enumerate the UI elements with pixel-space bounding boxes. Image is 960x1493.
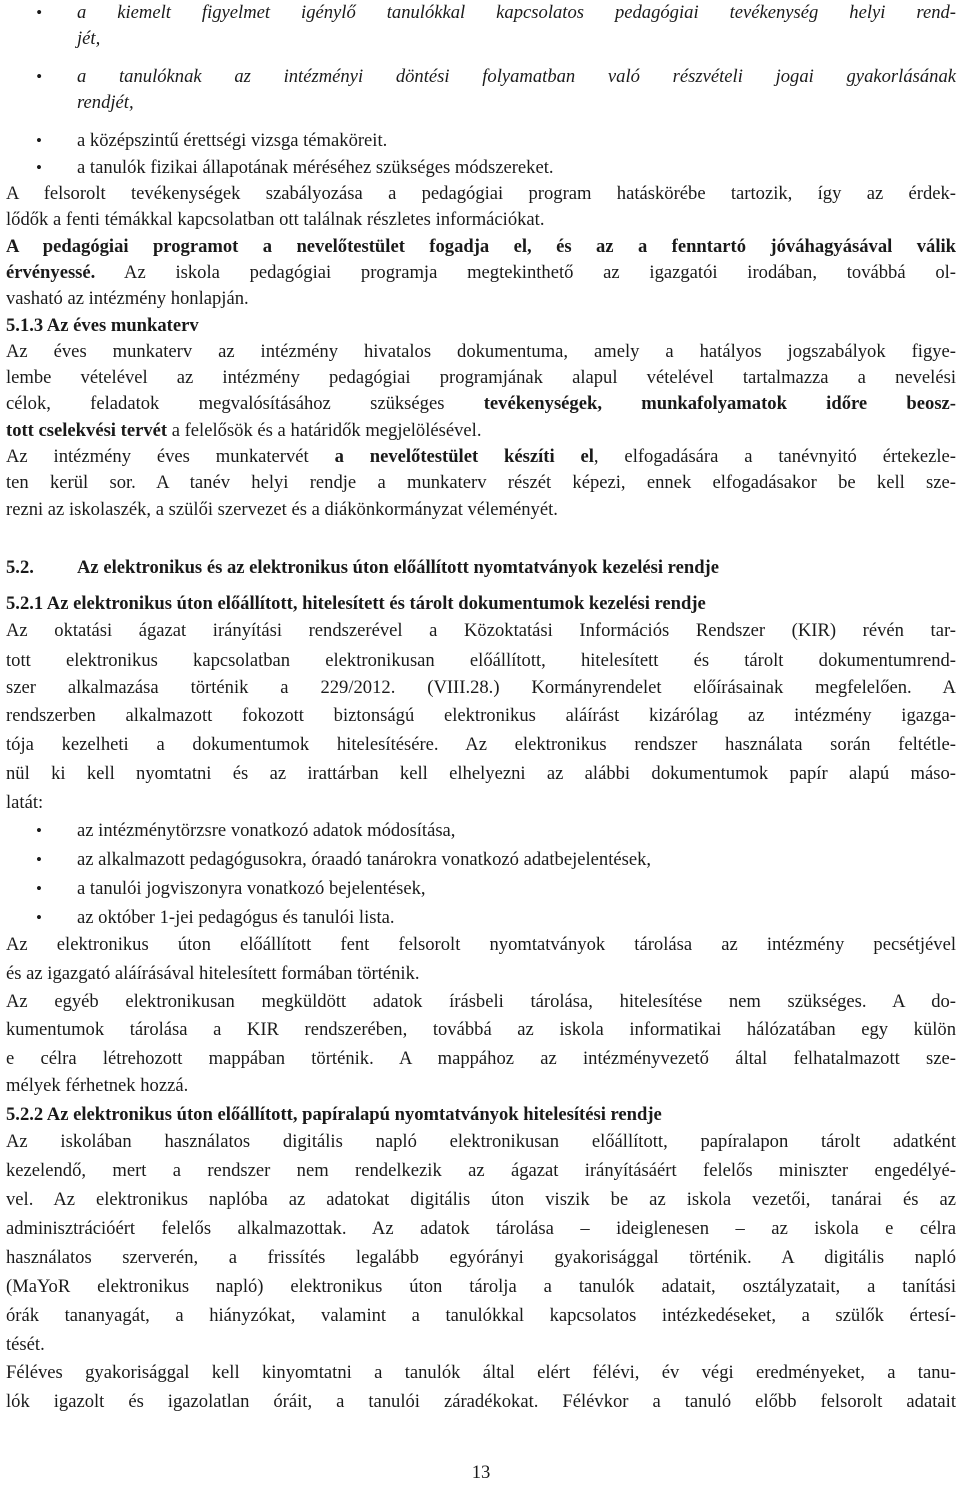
paragraph-line: Az éves munkaterv az intézmény hivatalos dokumentuma, amely a hatályos jogszabályok figye- <box>6 341 956 362</box>
section-heading-5-1-3: 5.1.3 Az éves munkaterv <box>6 315 199 336</box>
paragraph-line: Az elektronikus úton előállított fent felsorolt nyomtatványok tárolása az intézmény pecsétjével <box>6 934 956 955</box>
paragraph-line: nül ki kell nyomtatni és az irattárban kell elhelyezni az alábbi dokumentumok papír alapú máso- <box>6 763 956 784</box>
paragraph-line: latát: <box>6 792 44 813</box>
paragraph-line: mélyek férhetnek hozzá. <box>6 1075 189 1096</box>
list-item: • a tanulói jogviszonyra vonatkozó bejelentések, <box>6 876 956 902</box>
list-item-continuation: jét, <box>77 28 101 49</box>
paragraph-line: tója kezelheti a dokumentumok hitelesítésére. Az elektronikus rendszer használata során feltétle- <box>6 734 956 755</box>
list-item: • az október 1-jei pedagógus és tanulói lista. <box>6 905 956 931</box>
paragraph-line: ten kerül sor. A tanév helyi rendje a munkaterv részét képezi, ennek elfogadásakor be kell sze- <box>6 472 956 493</box>
paragraph-line: adminisztrációért felelős alkalmazottak. Az adatok tárolása – ideiglenesen – az iskola e célra <box>6 1218 956 1239</box>
paragraph-line: Az egyéb elektronikusan megküldött adatok írásbeli tárolása, hitelesítése nem szükséges. A do- <box>6 991 956 1012</box>
paragraph-line-bold: A pedagógiai programot a nevelőtestület fogadja el, és az a fenntartó jóváhagyásával válik <box>6 236 956 257</box>
paragraph-line: Féléves gyakorisággal kell kinyomtatni a tanulók által elért félévi, év végi eredményeket, a tanu- <box>6 1362 956 1383</box>
list-item: • a középszintű érettségi vizsga témaköreit. <box>6 128 956 154</box>
paragraph-line: Az intézmény éves munkatervét a nevelőtestület készíti el, elfogadására a tanévnyitó értekezle- <box>6 446 956 467</box>
paragraph-line: lődők a fenti témákkal kapcsolatban ott találnak részletes információkat. <box>6 209 545 230</box>
paragraph-line: tését. <box>6 1334 45 1355</box>
paragraph-line: rezni az iskolaszék, a szülői szervezet és a diákönkormányzat véleményét. <box>6 499 558 520</box>
paragraph-line: e célra létrehozott mappában történik. A mappához az intézményvezető által felhatalmazott sze- <box>6 1048 956 1069</box>
paragraph-line: szer alkalmazása történik a 229/2012. (VIII.28.) Kormányrendelet előírásainak megfelelően. A <box>6 677 956 698</box>
section-heading-5-2-2: 5.2.2 Az elektronikus úton előállított, papíralapú nyomtatványok hitelesítési rendje <box>6 1104 662 1125</box>
list-item: • az alkalmazott pedagógusokra, óraadó tanárokra vonatkozó adatbejelentések, <box>6 847 956 873</box>
list-item: • a tanulóknak az intézményi döntési folyamatban való részvételi jogai gyakorlásának <box>6 64 956 90</box>
paragraph-line: A felsorolt tevékenységek szabályozása a pedagógiai program hatáskörébe tartozik, így az érdek- <box>6 183 956 204</box>
list-item: • az intézménytörzsre vonatkozó adatok módosítása, <box>6 818 956 844</box>
paragraph-line: tott elektronikus kapcsolatban elektronikusan előállított, hitelesített és tárolt dokumentumrend- <box>6 650 956 671</box>
paragraph-line: (MaYoR elektronikus napló) elektronikus úton tárolja a tanulók adatait, osztályzatait, a tanítási <box>6 1276 956 1297</box>
paragraph-line: rendszerben alkalmazott fokozott biztonságú elektronikus aláírást kizárólag az intézmény igazga- <box>6 705 956 726</box>
list-item-continuation: rendjét, <box>77 92 134 113</box>
paragraph-line: Az oktatási ágazat irányítási rendszerével a Közoktatási Információs Rendszer (KIR) révén tar- <box>6 620 956 641</box>
list-item: • a tanulók fizikai állapotának méréséhez szükséges módszereket. <box>6 155 956 181</box>
page-number: 13 <box>471 1462 491 1483</box>
paragraph-line: tott cselekvési tervét a felelősök és a határidők megjelölésével. <box>6 420 482 441</box>
paragraph-line: célok, feladatok megvalósításához szükséges tevékenységek, munkafolyamatok időre beosz- <box>6 393 957 414</box>
paragraph-line: és az igazgató aláírásával hitelesített formában történik. <box>6 963 420 984</box>
paragraph-line: vel. Az elektronikus naplóba az adatokat digitális úton viszik be az iskola vezetői, tanárai és az <box>6 1189 956 1210</box>
paragraph-line: lembe vételével az intézmény pedagógiai programjának alapul vételével tartalmazza a nevelési <box>6 367 956 388</box>
paragraph-line: kumentumok tárolása a KIR rendszerében, továbbá az iskola informatikai hálózatában egy külön <box>6 1019 956 1040</box>
paragraph-line: Az iskolában használatos digitális napló elektronikusan előállított, papíralapon tárolt adatként <box>6 1131 956 1152</box>
paragraph-line: kezelendő, mert a rendszer nem rendelkezik az ágazat irányításáért felelős miniszter engedélyé- <box>6 1160 956 1181</box>
paragraph-line: érvényessé. Az iskola pedagógiai programja megtekinthető az igazgatói irodában, továbbá ol- <box>6 262 956 283</box>
section-heading-5-2-1: 5.2.1 Az elektronikus úton előállított, hitelesített és tárolt dokumentumok kezelési rendje <box>6 593 706 614</box>
list-item: • a kiemelt figyelmet igénylő tanulókkal kapcsolatos pedagógiai tevékenység helyi rend- <box>6 0 956 26</box>
section-heading-5-2: 5.2. Az elektronikus és az elektronikus úton előállított nyomtatványok kezelési rendje <box>6 557 719 578</box>
paragraph-line: vasható az intézmény honlapján. <box>6 288 249 309</box>
paragraph-line: használatos szerverén, a frissítés legalább egyórányi gyakorisággal történik. A digitális napló <box>6 1247 956 1268</box>
paragraph-line: órák tananyagát, a hiányzókat, valamint a tanulókkal kapcsolatos intézkedéseket, a szülők értesí- <box>6 1305 956 1326</box>
paragraph-line: lók igazolt és igazolatlan óráit, a tanulói záradékokat. Félévkor a tanuló előbb felsorolt adatait <box>6 1391 956 1412</box>
